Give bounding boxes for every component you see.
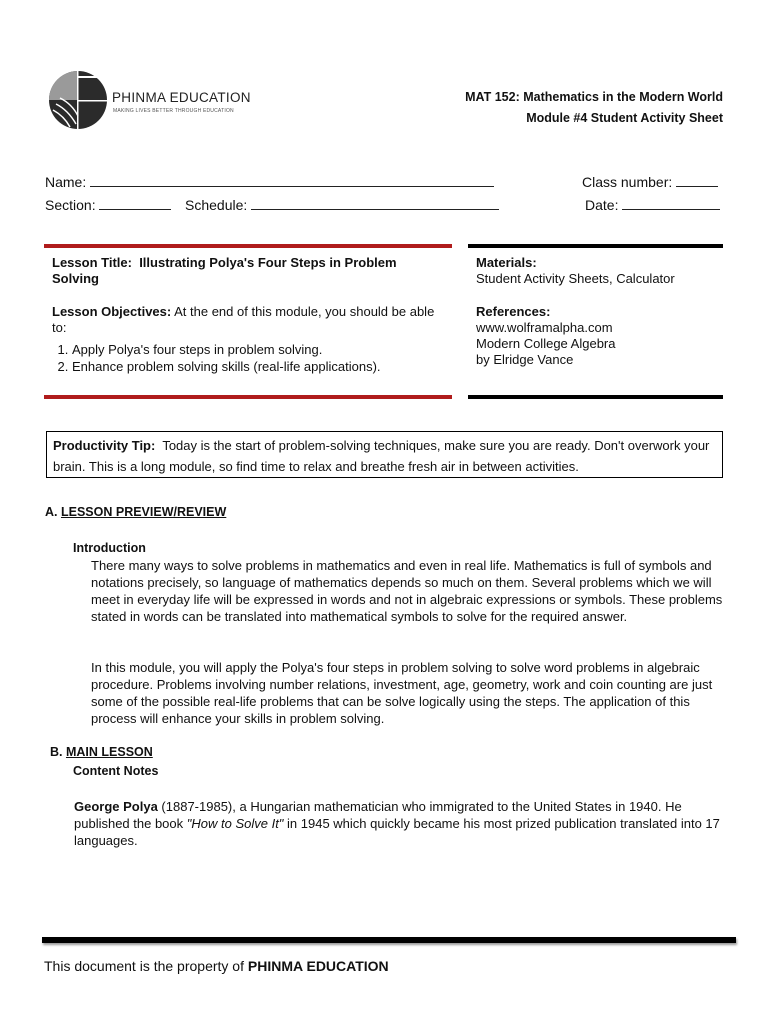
footer-text: This document is the property of PHINMA EDUCATION xyxy=(44,958,389,974)
list-item: 1. Apply Polya's four steps in problem solving. xyxy=(72,341,462,358)
lesson-bottom-rule xyxy=(44,395,452,399)
phinma-logo-icon xyxy=(48,70,108,130)
date-blank[interactable] xyxy=(622,199,720,210)
reference-item: Modern College Algebra xyxy=(476,336,616,351)
productivity-tip xyxy=(46,431,723,478)
class-number-field[interactable] xyxy=(582,174,718,190)
list-item: 2. Enhance problem solving skills (real-life applications). xyxy=(72,358,462,375)
brand-name: PHINMA EDUCATION xyxy=(112,90,251,105)
section-a-heading: A. LESSON PREVIEW/REVIEW xyxy=(45,505,227,519)
reference-link[interactable]: www.wolframalpha.com xyxy=(476,320,613,335)
brand-tagline: MAKING LIVES BETTER THROUGH EDUCATION xyxy=(113,108,234,114)
lesson-top-rule xyxy=(44,244,452,248)
content-notes-heading: Content Notes xyxy=(73,764,159,778)
section-label: Section: xyxy=(45,197,96,213)
intro-paragraph-1: There many ways to solve problems in mathematics and even in real life. Mathematics is full of symbols and notations precisely, so language of mathematics depends so much on them. Several problems which we will meet in everyday life will be expressed in words and not in algebraic expressions or symbols. These problems stated in words can be translated into mathematical symbols to solve for the required answer. xyxy=(91,558,723,624)
date-field[interactable] xyxy=(585,197,720,213)
section-blank[interactable] xyxy=(99,199,171,210)
introduction-heading: Introduction xyxy=(73,541,146,555)
name-blank[interactable] xyxy=(90,176,494,187)
class-number-label: Class number: xyxy=(582,174,673,190)
reference-item: by Elridge Vance xyxy=(476,352,574,367)
tip-text: Today is the start of problem-solving techniques, make sure you are ready. Don't overwork your brain. This is a long module, so find time to relax and breathe fresh air in between activities. xyxy=(53,438,710,474)
date-label: Date: xyxy=(585,197,619,213)
references: References: www.wolframalpha.com Modern College Algebra by Elridge Vance xyxy=(476,304,721,368)
schedule-blank[interactable] xyxy=(251,199,499,210)
tip-label: Productivity Tip: xyxy=(53,438,156,453)
name-label: Name: xyxy=(45,174,87,190)
materials: Materials: Student Activity Sheets, Calculator xyxy=(476,255,675,286)
polya-paragraph: George Polya (1887-1985), a Hungarian mathematician who immigrated to the United States in 1940. He published the book "How to Solve It" in 1945 which quickly became his most prized publication translated into 17 languages. xyxy=(74,799,720,848)
lesson-title: Lesson Title: Illustrating Polya's Four Steps in Problem Solving xyxy=(52,255,397,286)
name-field[interactable] xyxy=(45,174,494,190)
class-number-blank[interactable] xyxy=(676,176,718,187)
schedule-label: Schedule: xyxy=(185,197,248,213)
materials-top-rule xyxy=(468,244,723,248)
footer-rule xyxy=(42,937,736,943)
objectives-list xyxy=(46,341,462,375)
lesson-objectives: Lesson Objectives: At the end of this module, you should be able to: xyxy=(52,304,435,335)
materials-bottom-rule xyxy=(468,395,723,399)
section-b-heading: B. MAIN LESSON xyxy=(50,745,153,759)
course-title: MAT 152: Mathematics in the Modern World xyxy=(465,90,723,104)
schedule-field[interactable] xyxy=(185,197,499,213)
intro-paragraph-2: In this module, you will apply the Polya's four steps in problem solving to solve word problems in algebraic procedure. Problems involving number relations, investment, age, geometry, work and coin counting are just some of the possible real-life problems that can be solve logically using the steps. The application of this process will enhance your skills in problem solving. xyxy=(91,660,713,726)
section-field[interactable] xyxy=(45,197,171,213)
module-title: Module #4 Student Activity Sheet xyxy=(526,111,723,125)
